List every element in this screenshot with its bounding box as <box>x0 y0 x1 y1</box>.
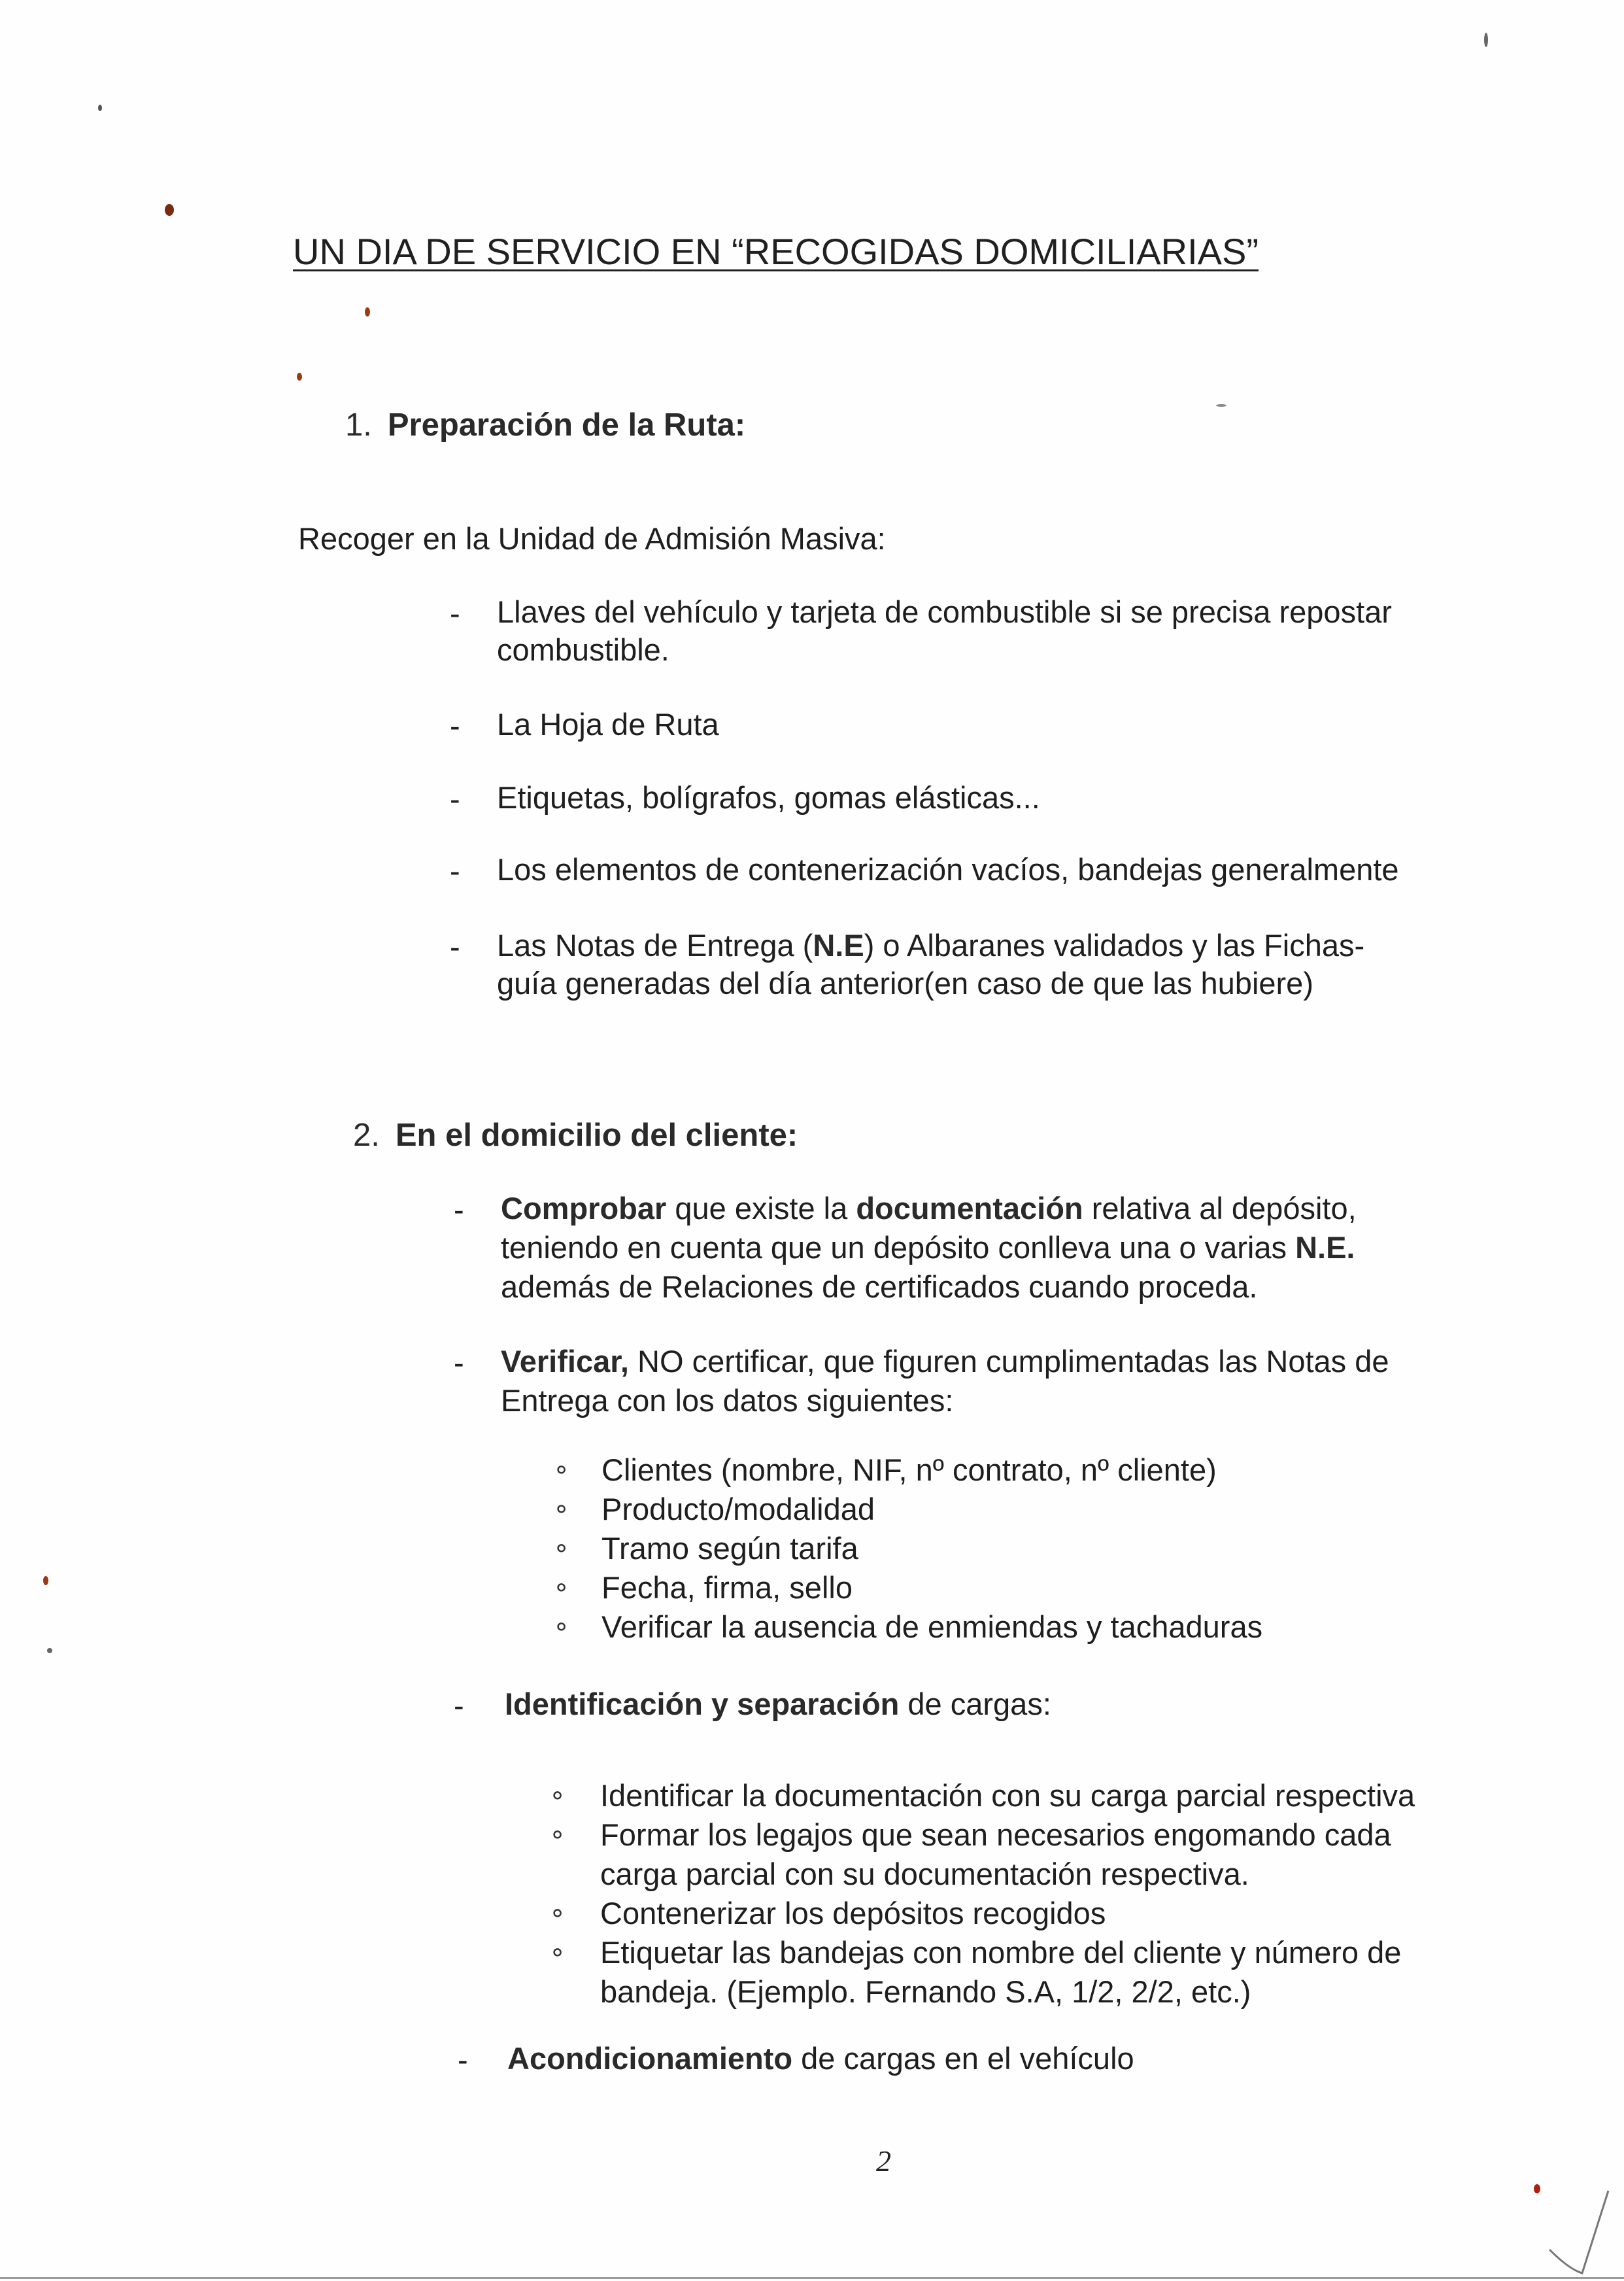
list-dash: - <box>450 708 460 743</box>
sub-list-item: Identificar la documentación con su carga parcial respectiva <box>600 1778 1415 1813</box>
list-item <box>507 2039 1134 2078</box>
list-item <box>497 926 1364 1003</box>
list-item <box>505 1685 1051 1724</box>
page-number: 2 <box>876 2144 891 2178</box>
text-run: de cargas: <box>899 1687 1051 1721</box>
list-item-line: combustible. <box>497 632 669 667</box>
list-item-line: bandeja. (Ejemplo. Fernando S.A, 1/2, 2/2, etc.) <box>600 1974 1251 2009</box>
bullet-icon: ∘ <box>553 1612 570 1641</box>
list-dash: - <box>454 1192 464 1227</box>
list-item <box>501 1189 1357 1307</box>
scan-speck <box>47 1648 52 1653</box>
text-run: de cargas en el vehículo <box>792 2041 1134 2076</box>
text-run-bold: Acondicionamiento <box>507 2041 793 2076</box>
sub-list-item: Tramo según tarifa <box>601 1531 858 1566</box>
list-item: Etiquetas, bolígrafos, gomas elásticas... <box>497 780 1040 815</box>
scan-speck <box>297 373 302 381</box>
list-item: Los elementos de contenerización vacíos, bandejas generalmente <box>497 852 1399 887</box>
list-item-line: Llaves del vehículo y tarjeta de combustible si se precisa repostar <box>497 594 1392 629</box>
section-1-number: 1. <box>345 407 372 443</box>
sub-list-item <box>600 1815 1391 1894</box>
sub-list-item: Clientes (nombre, NIF, nº contrato, nº cliente) <box>601 1452 1217 1487</box>
sub-list-item: Contenerizar los depósitos recogidos <box>600 1896 1106 1930</box>
scan-speck <box>165 204 174 216</box>
sub-list-item: Verificar la ausencia de enmiendas y tachaduras <box>601 1609 1263 1644</box>
text-run-bold: Verificar, <box>501 1344 629 1379</box>
list-item-line <box>501 1228 1357 1267</box>
scan-speck <box>1484 33 1488 47</box>
text-run-bold: documentación <box>856 1191 1083 1226</box>
bullet-icon: ∘ <box>549 1938 566 1966</box>
list-dash: - <box>454 1345 464 1380</box>
text-run-bold: N.E. <box>1295 1230 1355 1265</box>
bullet-icon: ∘ <box>549 1898 566 1927</box>
list-item-line: guía generadas del día anterior(en caso de que las hubiere) <box>497 966 1313 1001</box>
list-item-line <box>501 1342 1389 1381</box>
text-run-bold: N.E <box>813 928 864 963</box>
list-item-line <box>501 1189 1357 1228</box>
scan-speck <box>365 307 370 317</box>
list-item-line: carga parcial con su documentación respectiva. <box>600 1857 1249 1891</box>
section-2-heading <box>353 1117 798 1154</box>
document-title: UN DIA DE SERVICIO EN “RECOGIDAS DOMICILIARIAS” <box>293 231 1259 272</box>
section-1-heading <box>345 407 745 443</box>
bullet-icon: ∘ <box>549 1781 566 1809</box>
section-2-number: 2. <box>353 1118 380 1153</box>
text-run-bold: Identificación y separación <box>505 1687 900 1721</box>
list-item <box>497 592 1392 670</box>
scan-speck <box>1216 404 1226 407</box>
list-dash: - <box>450 781 460 816</box>
text-run: ) o Albaranes validados y las Fichas- <box>864 928 1365 963</box>
sub-list-item <box>600 1933 1401 2012</box>
text-run: que existe la <box>666 1191 856 1226</box>
list-item-line: Entrega con los datos siguientes: <box>501 1383 954 1418</box>
scan-speck <box>43 1576 48 1585</box>
list-dash: - <box>458 2042 468 2077</box>
sub-list-item: Fecha, firma, sello <box>601 1570 853 1605</box>
text-run: NO certificar, que figuren cumplimentadas las Notas de <box>629 1344 1389 1379</box>
text-run: Las Notas de Entrega ( <box>497 928 813 963</box>
sub-list-item: Producto/modalidad <box>601 1492 875 1526</box>
bullet-icon: ∘ <box>553 1494 570 1523</box>
text-run-bold: Comprobar <box>501 1191 667 1226</box>
list-dash: - <box>450 853 460 888</box>
text-run: teniendo en cuenta que un depósito conlleva una o varias <box>501 1230 1296 1265</box>
list-item-line <box>497 926 1364 965</box>
text-run: relativa al depósito, <box>1083 1191 1357 1226</box>
corner-mark <box>1543 2178 1615 2276</box>
section-1-intro: Recoger en la Unidad de Admisión Masiva: <box>298 521 886 556</box>
section-1-title: Preparación de la Ruta: <box>387 407 746 443</box>
list-dash: - <box>450 929 460 964</box>
list-item-line: Etiquetar las bandejas con nombre del cliente y número de <box>600 1935 1402 1970</box>
list-dash: - <box>454 1688 464 1723</box>
scan-edge-line <box>0 2277 1624 2279</box>
bullet-icon: ∘ <box>553 1573 570 1602</box>
list-item: La Hoja de Ruta <box>497 707 719 742</box>
bullet-icon: ∘ <box>553 1455 570 1484</box>
scan-speck <box>1534 2184 1540 2193</box>
bullet-icon: ∘ <box>549 1820 566 1849</box>
list-item <box>501 1342 1389 1420</box>
scan-speck <box>98 105 102 111</box>
bullet-icon: ∘ <box>553 1534 570 1562</box>
list-dash: - <box>450 596 460 630</box>
list-item-line: Formar los legajos que sean necesarios engomando cada <box>600 1817 1391 1852</box>
list-item-line: además de Relaciones de certificados cuando proceda. <box>501 1269 1258 1304</box>
section-2-title: En el domicilio del cliente: <box>395 1118 798 1153</box>
